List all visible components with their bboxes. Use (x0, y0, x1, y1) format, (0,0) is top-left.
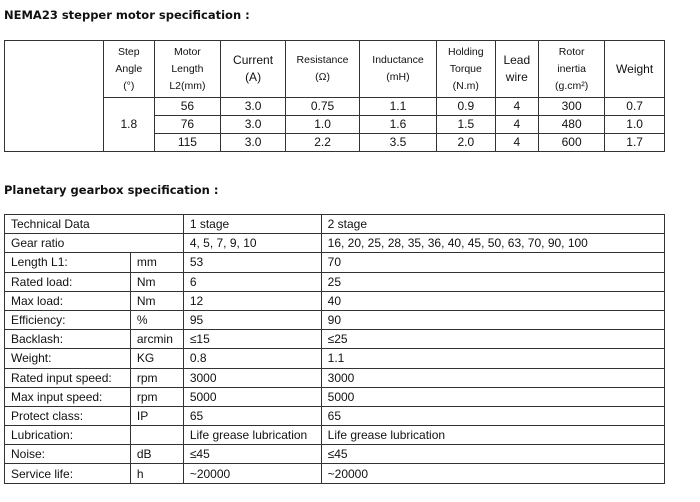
header-step-angle (103, 41, 154, 98)
table-cell: 0.7 (605, 98, 665, 116)
row-2-stage: 3000 (321, 368, 664, 387)
row-label: Rated input speed: (5, 368, 131, 387)
table-row (5, 291, 665, 310)
table-cell: 1.6 (359, 116, 436, 134)
table-row (5, 272, 665, 291)
header-text: Angle (115, 62, 143, 75)
row-1-stage: 5000 (183, 387, 321, 406)
row-unit: % (130, 310, 183, 329)
row-1-stage: ≤45 (183, 445, 321, 464)
table-row (5, 310, 665, 329)
row-1-stage: 6 (183, 272, 321, 291)
row-1-stage: 65 (183, 406, 321, 425)
row-label: Length L1: (5, 253, 131, 272)
header-text: (A) (245, 70, 262, 84)
row-unit: rpm (130, 387, 183, 406)
row-label: Weight: (5, 349, 131, 368)
row-unit: arcmin (130, 330, 183, 349)
table-cell: 56 (154, 98, 220, 116)
header-text: Step (117, 45, 140, 58)
header-text: Lead (503, 53, 531, 67)
header-text: Motor (173, 45, 201, 58)
row-1-stage: 12 (183, 291, 321, 310)
table-cell: 4 (495, 134, 538, 152)
gearbox-header-row (5, 215, 665, 234)
header-inductance (359, 41, 436, 98)
table-cell: 115 (154, 134, 220, 152)
table-cell: 600 (539, 134, 605, 152)
header-text: Torque (449, 62, 482, 75)
table-row (5, 445, 665, 464)
row-1-stage: Life grease lubrication (183, 426, 321, 445)
row-2-stage: 70 (321, 253, 664, 272)
header-text: L2(mm) (169, 79, 206, 92)
row-unit: rpm (130, 368, 183, 387)
header-technical-data: Technical Data (5, 215, 184, 234)
row-label: Service life: (5, 464, 131, 483)
header-weight: Weight (605, 41, 665, 98)
row-label: Lubrication: (5, 426, 131, 445)
table-row (5, 368, 665, 387)
row-label: Rated load: (5, 272, 131, 291)
row-1-stage: ≤15 (183, 330, 321, 349)
header-text: Rotor (558, 45, 585, 58)
header-text: (°) (123, 79, 135, 92)
row-label: Efficiency: (5, 310, 131, 329)
row-2-stage: ≤25 (321, 330, 664, 349)
header-text: Current (233, 53, 274, 67)
row-1-stage: 53 (183, 253, 321, 272)
row-label: Noise: (5, 445, 131, 464)
gear-ratio-1-stage: 4, 5, 7, 9, 10 (183, 234, 321, 253)
row-label: Protect class: (5, 406, 131, 425)
motor-blank-cell (5, 41, 104, 152)
row-2-stage: Life grease lubrication (321, 426, 664, 445)
header-lead-wire (495, 41, 538, 98)
table-cell: 1.5 (437, 116, 496, 134)
table-cell: 480 (539, 116, 605, 134)
table-cell: 3.0 (221, 134, 286, 152)
table-cell: 300 (539, 98, 605, 116)
table-cell: 3.0 (221, 98, 286, 116)
table-cell: 1.0 (286, 116, 360, 134)
motor-header-row (5, 41, 665, 98)
gear-ratio-row (5, 234, 665, 253)
header-text: Length (171, 62, 204, 75)
row-unit: KG (130, 349, 183, 368)
row-2-stage: 25 (321, 272, 664, 291)
row-2-stage: ≤45 (321, 445, 664, 464)
row-unit: h (130, 464, 183, 483)
row-2-stage: 65 (321, 406, 664, 425)
header-text: (N.m) (452, 79, 479, 92)
table-cell: 2.2 (286, 134, 360, 152)
row-2-stage: 90 (321, 310, 664, 329)
table-cell: 0.75 (286, 98, 360, 116)
header-text: Inductance (372, 54, 424, 66)
header-2-stage: 2 stage (321, 215, 664, 234)
row-1-stage: 0.8 (183, 349, 321, 368)
header-text: inertia (557, 62, 586, 75)
table-row (5, 349, 665, 368)
header-text: Holding (448, 45, 484, 58)
gearbox-spec-heading: Planetary gearbox specification : (4, 183, 219, 197)
row-unit: IP (130, 406, 183, 425)
table-cell: 3.5 (359, 134, 436, 152)
row-2-stage: 40 (321, 291, 664, 310)
row-unit: Nm (130, 291, 183, 310)
row-unit: dB (130, 445, 183, 464)
table-cell: 1.0 (605, 116, 665, 134)
table-row (5, 464, 665, 483)
gear-ratio-2-stage: 16, 20, 25, 28, 35, 36, 40, 45, 50, 63, 70, 90, 100 (321, 234, 664, 253)
header-text: (g.cm²) (554, 79, 589, 92)
header-text: wire (505, 70, 528, 84)
header-rotor-inertia (539, 41, 605, 98)
table-cell: 1.7 (605, 134, 665, 152)
header-motor-length (154, 41, 220, 98)
row-label: Backlash: (5, 330, 131, 349)
row-2-stage: ~20000 (321, 464, 664, 483)
row-label: Max input speed: (5, 387, 131, 406)
header-resistance (286, 41, 360, 98)
row-1-stage: ~20000 (183, 464, 321, 483)
row-unit: mm (130, 253, 183, 272)
row-label: Max load: (5, 291, 131, 310)
table-row (5, 426, 665, 445)
header-text: (Ω) (315, 71, 330, 83)
row-1-stage: 95 (183, 310, 321, 329)
row-unit (130, 426, 183, 445)
table-cell: 4 (495, 98, 538, 116)
table-cell: 3.0 (221, 116, 286, 134)
header-1-stage: 1 stage (183, 215, 321, 234)
step-angle-value: 1.8 (103, 98, 154, 152)
table-cell: 1.1 (359, 98, 436, 116)
gearbox-spec-table (4, 214, 665, 484)
header-text: (mH) (386, 71, 410, 83)
table-row (5, 387, 665, 406)
row-1-stage: 3000 (183, 368, 321, 387)
table-cell: 0.9 (437, 98, 496, 116)
motor-spec-table (4, 40, 665, 152)
row-unit: Nm (130, 272, 183, 291)
table-cell: 76 (154, 116, 220, 134)
table-row (5, 253, 665, 272)
header-holding-torque (437, 41, 496, 98)
row-2-stage: 1.1 (321, 349, 664, 368)
header-current (221, 41, 286, 98)
row-2-stage: 5000 (321, 387, 664, 406)
table-row (5, 98, 665, 116)
header-text: Resistance (296, 54, 349, 66)
table-cell: 4 (495, 116, 538, 134)
gear-ratio-label: Gear ratio (5, 234, 184, 253)
table-cell: 2.0 (437, 134, 496, 152)
motor-spec-heading: NEMA23 stepper motor specification : (4, 8, 250, 22)
table-row (5, 330, 665, 349)
table-row (5, 406, 665, 425)
